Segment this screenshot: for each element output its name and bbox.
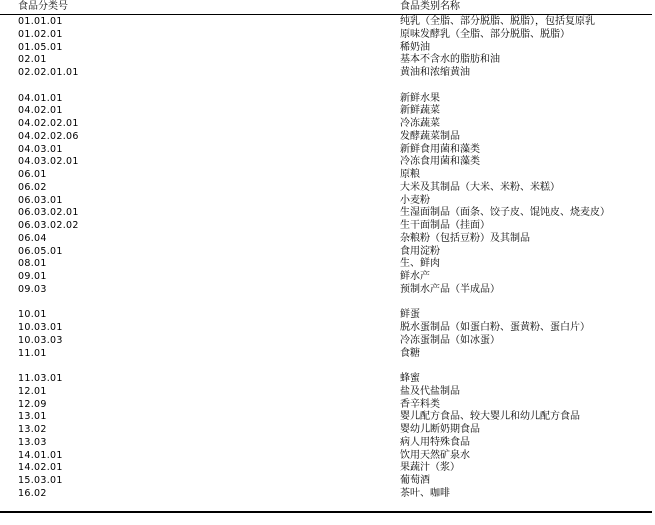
food-code: 06.04 [18, 232, 47, 244]
table-row [0, 462, 655, 475]
food-name: 原味发酵乳（全脂、部分脱脂、脱脂） [400, 28, 570, 40]
food-code: 02.02.01.01 [18, 67, 79, 78]
food-code: 12.09 [18, 398, 47, 410]
table-row [0, 424, 655, 437]
table-row [0, 450, 655, 463]
table-row [0, 246, 655, 259]
food-code: 10.03.03 [18, 334, 63, 346]
table-row [0, 195, 655, 208]
food-code: 01.05.01 [18, 41, 63, 53]
table-row [0, 67, 655, 80]
food-code: 02.01 [18, 54, 47, 66]
food-name: 预制水产品（半成品） [400, 283, 500, 295]
food-code: 10.01 [18, 309, 47, 321]
food-name: 小麦粉 [400, 194, 430, 206]
food-code: 06.03.02.01 [18, 207, 79, 219]
table-row [0, 360, 655, 373]
food-name: 食用淀粉 [400, 245, 440, 257]
food-code: 01.02.01 [18, 28, 63, 40]
table-row [0, 322, 655, 335]
food-name: 新鲜食用菌和藻类 [400, 143, 480, 155]
food-name: 鲜蛋 [400, 309, 420, 321]
table-row [0, 348, 655, 361]
food-code: 04.03.02.01 [18, 156, 79, 168]
table-row [0, 42, 655, 55]
food-name: 稀奶油 [400, 41, 430, 53]
food-name: 冷冻蔬菜 [400, 118, 440, 129]
food-name: 脱水蛋制品（如蛋白粉、蛋黄粉、蛋白片） [400, 322, 590, 333]
food-code: 06.03.02.02 [18, 220, 79, 231]
food-name: 食糖 [400, 347, 420, 359]
food-code: 13.01 [18, 411, 47, 423]
table-row [0, 182, 655, 195]
food-name: 病人用特殊食品 [400, 436, 470, 448]
food-name: 葡萄酒 [400, 475, 430, 486]
table-row [0, 488, 655, 501]
bottom-rule [0, 511, 652, 513]
food-code: 08.01 [18, 258, 47, 270]
food-code: 01.01.01 [18, 16, 63, 27]
food-code: 09.01 [18, 271, 47, 282]
food-code: 12.01 [18, 385, 47, 397]
table-row [0, 386, 655, 399]
food-name: 基本不含水的脂肪和油 [400, 54, 500, 66]
table-row [0, 271, 655, 284]
table-row [0, 29, 655, 42]
table-row [0, 105, 655, 118]
food-name: 蜂蜜 [400, 373, 420, 384]
table-row [0, 309, 655, 322]
food-name: 生湿面制品（面条、饺子皮、馄饨皮、烧麦皮） [400, 207, 610, 219]
food-name: 黄油和浓缩黄油 [400, 67, 470, 78]
food-code: 13.03 [18, 436, 47, 448]
food-name: 发酵蔬菜制品 [400, 130, 460, 142]
table-row [0, 144, 655, 157]
table-row [0, 335, 655, 348]
table-row [0, 156, 655, 169]
food-code: 06.02 [18, 181, 47, 193]
table-row [0, 131, 655, 144]
table-row [0, 54, 655, 67]
food-code: 10.03.01 [18, 322, 63, 333]
food-name: 茶叶、咖啡 [400, 487, 450, 499]
table-row [0, 284, 655, 297]
food-code: 06.01 [18, 169, 47, 180]
header-code: 食品分类号 [18, 1, 68, 12]
food-code: 04.01.01 [18, 92, 63, 104]
food-name: 杂粮粉（包括豆粉）及其制品 [400, 232, 530, 244]
table-row [0, 297, 655, 310]
table-row [0, 169, 655, 182]
food-name: 鲜水产 [400, 271, 430, 282]
food-name: 新鲜水果 [400, 92, 440, 104]
food-code: 04.02.02.06 [18, 130, 79, 142]
food-code: 04.02.02.01 [18, 118, 79, 129]
food-code: 04.03.01 [18, 143, 63, 155]
food-code: 14.02.01 [18, 462, 63, 474]
food-name: 冷冻食用菌和藻类 [400, 156, 480, 168]
table-row [0, 233, 655, 246]
food-name: 原粮 [400, 169, 420, 180]
food-name: 生、鲜肉 [400, 258, 440, 270]
table-row [0, 373, 655, 386]
food-name: 冷冻蛋制品（如冰蛋） [400, 334, 500, 346]
table-row [0, 411, 655, 424]
table-row [0, 93, 655, 106]
food-name: 饮用天然矿泉水 [400, 449, 470, 461]
header-rule [0, 14, 652, 15]
table-row [0, 399, 655, 412]
table-row [0, 475, 655, 488]
table-row [0, 118, 655, 131]
table-row [0, 437, 655, 450]
food-code: 06.05.01 [18, 245, 63, 257]
food-name: 婴幼儿断奶期食品 [400, 424, 480, 435]
food-code: 06.03.01 [18, 194, 63, 206]
food-name: 纯乳（全脂、部分脱脂、脱脂），包括复原乳 [400, 16, 595, 27]
food-name: 婴儿配方食品、较大婴儿和幼儿配方食品 [400, 411, 580, 423]
food-code: 13.02 [18, 424, 47, 435]
food-code: 14.01.01 [18, 449, 63, 461]
table-row [0, 16, 655, 29]
table-row [0, 220, 655, 233]
food-name: 香辛料类 [400, 398, 440, 410]
food-name: 果蔬汁（浆） [400, 462, 460, 474]
food-code: 09.03 [18, 283, 47, 295]
header-name: 食品类别名称 [400, 1, 460, 12]
food-code: 11.01 [18, 347, 47, 359]
food-name: 盐及代盐制品 [400, 385, 460, 397]
food-name: 新鲜蔬菜 [400, 105, 440, 117]
table-row [0, 80, 655, 93]
table-row [0, 207, 655, 220]
food-code: 15.03.01 [18, 475, 63, 486]
food-code: 11.03.01 [18, 373, 63, 384]
food-code: 16.02 [18, 487, 47, 499]
food-name: 大米及其制品（大米、米粉、米糕） [400, 181, 560, 193]
food-name: 生干面制品（挂面） [400, 220, 490, 231]
food-code: 04.02.01 [18, 105, 63, 117]
table-row [0, 258, 655, 271]
